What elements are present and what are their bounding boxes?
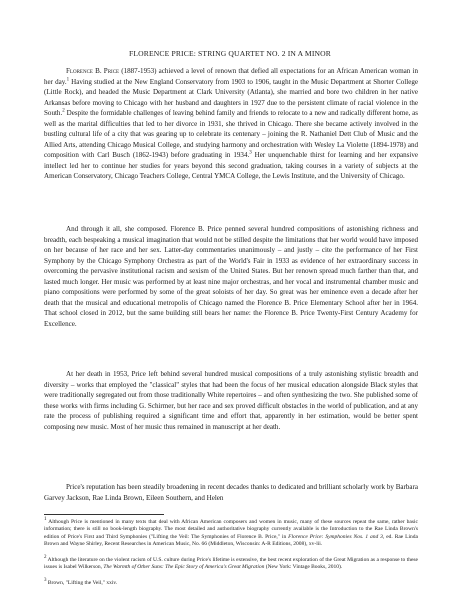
- footnote-3-number: 3: [44, 578, 47, 584]
- footnote-divider: [44, 514, 164, 515]
- composer-name: Florence B. Price: [66, 67, 120, 75]
- paragraph-2: And through it all, she composed. Florence B. Price penned several hundred compositions of astonishing richness and breadth, each bespeaking a musical imagination that would not be stilled despite the limitations that her world would have imposed on her because of her race and her sex. Latter-day commentaries unanimously – and justly – cite the performance of her First Symphony by the Chicago Symphony Orchestra as part of the World's Fair in 1933 as evidence of her extraordinary success in overcoming the pervasive institutional racism and sexism of the United States. But her renown spread much farther than that, and lasted much longer. Her music was performed by at least nine major orchestras, and her vocal and instrumental chamber music and piano compositions were performed by some of the great soloists of her day. So great was her eminence even a decade after her death that the musical and educational metropolis of Chicago named the Florence B. Price Elementary School after her in 1964. That school closed in 2012, but the same building still bears her name: the Florence B. Price Twenty-First Century Academy for Excellence.: [44, 225, 418, 328]
- footnote-1-text-b: , ed. Rae Linda Brown and Wayne Shirley, Recent Researches in American Music, No. 66 (Middleton, Wisconsin: A-R Editions, 2008), xv-lii.: [44, 533, 418, 547]
- footnote-2-text-a: Although the literature on the violent racism of U.S. culture during Price's lifetime is extensive, the best recent exploration of the Great Migration as a response to these issues is Isabel Wilkerson,: [44, 557, 418, 571]
- paragraph-4: Price's reputation has been steadily broadening in recent decades thanks to dedicated and brilliant scholarly work by Barbara Garvey Jackson, Rae Linda Brown, Eileen Southern, and Helen: [44, 483, 418, 502]
- footnote-1: [44, 519, 418, 548]
- footnote-2-text-b: (New York: Vintage Books, 2010).: [264, 564, 343, 571]
- footnote-1-text-a: Although Price is mentioned in many texts that deal with African American composers and women in music, many of these sources repeat the same, rather basic information; there is still no book-length biography. The most detailed and authoritative biography currently available is the Introduction to the Rae Linda Brown's edition of Price's First and Third Symphonies ("Lifting the Veil: The Symphonies of Florence B. Price," in: [44, 519, 418, 540]
- paragraph-1-text-c: Despite the formidable challenges of leaving behind family and friends to relocate to a new and radically different home, as well as the marital difficulties that led to her divorce in 1931, she thrived in Chicago. There she became actively involved in the bustling cultural life of a city that was gearing up to celebrate its centenary – joining the R. Nathaniel Dett Club of Music and the Allied Arts, attending Chicago Musical College, and studying harmony and orchestration with Wesley La Violette (1894-1978) and composition with Carl Busch (1862-1943) before graduating in 1934.: [44, 109, 418, 160]
- paragraph-1: [44, 66, 418, 182]
- paragraph-1-text-a: (1887-1953) achieved a level of renown that defied all expectations for an African American woman in her day.: [44, 67, 418, 86]
- footnote-ref-1[interactable]: 1: [66, 77, 70, 83]
- footnote-ref-3[interactable]: 3: [249, 151, 252, 157]
- footnote-3-text: Brown, "Lifting the Veil," xxiv.: [46, 580, 118, 586]
- footnote-ref-2[interactable]: 2: [62, 108, 65, 114]
- footnote-1-book-title: Florence Price: Symphonies Nos. 1 and 3: [288, 533, 383, 540]
- footnote-2: [44, 557, 418, 572]
- footnote-1-number: 1: [44, 517, 47, 523]
- paragraph-3: At her death in 1953, Price left behind several hundred musical compositions of a truly astonishing stylistic breadth and diversity – works that employed the "classical" styles that had been the focus of her musical education alongside Black styles that were traditionally segregated out from those traditionally White repertoires – and often synthesizing the two. She published some of these works with firms including G. Schirmer, but her race and sex proved difficult obstacles in the world of publication, and at any rate the process of publishing required a significant time and effort that, apparently in her estimation, would be better spent composing new music. Most of her music thus remained in manuscript at her death.: [44, 370, 418, 431]
- footnote-3: [44, 580, 418, 587]
- paragraph-1-text-d: Her unquenchable thirst for learning and her expansive intellect led her to continue her studies for years beyond this second graduation, taking courses in a variety of subjects at the American Conservatory, Chicago Teachers College, Central YMCA College, the Lewis Institute, and the University of Chicago.: [44, 151, 418, 181]
- footnote-2-book-title: The Warmth of Other Suns: The Epic Story of America's Great Migration: [103, 564, 265, 571]
- paragraph-1-text-b: Having studied at the New England Conservatory from 1903 to 1906, taught in the Music Department at Shorter College (Little Rock), and headed the Music Department at Clark University (Atlanta), she married and bore two children in her native Arkansas before moving to Chicago with her husband and daughters in 1927 due to the persistent climate of racial violence in the South.: [44, 77, 418, 118]
- page-title: FLORENCE PRICE: STRING QUARTET NO. 2 IN A MINOR: [128, 49, 331, 58]
- footnote-2-number: 2: [44, 555, 47, 561]
